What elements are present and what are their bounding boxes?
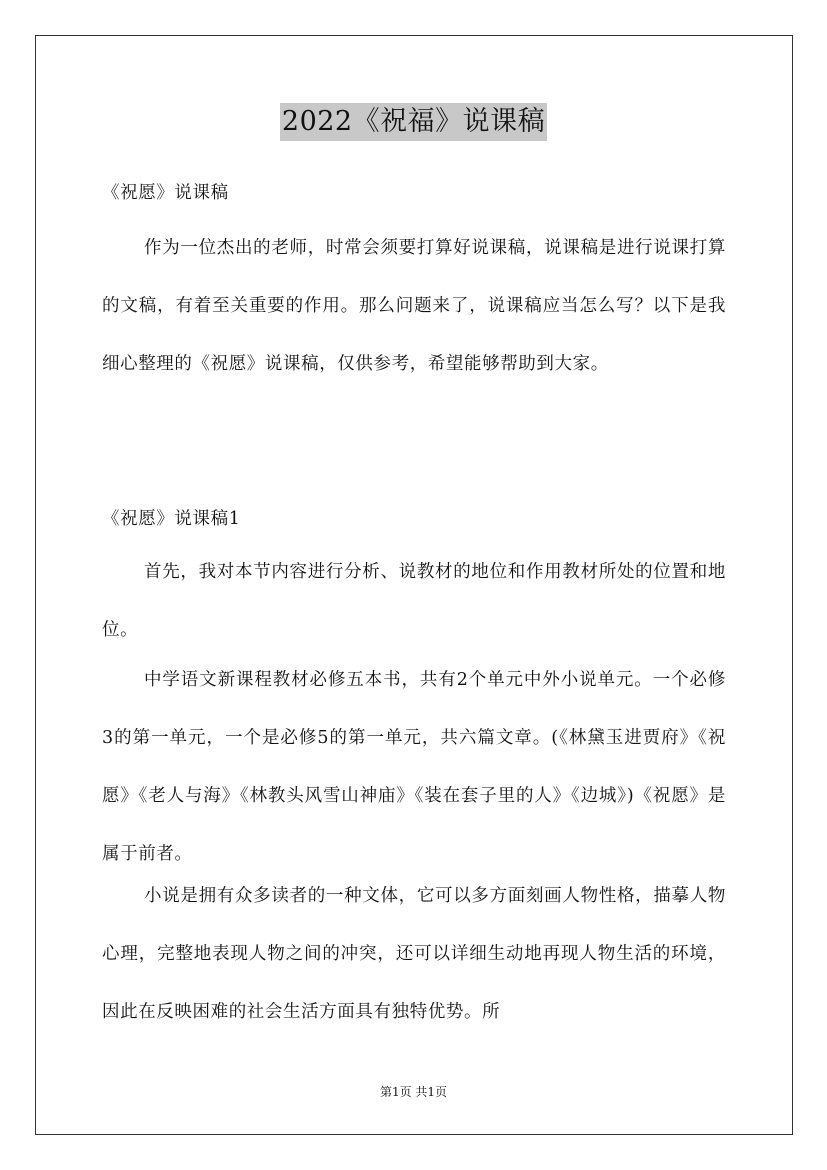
intro-heading: 《祝愿》说课稿 [102, 183, 229, 203]
section1-heading: 《祝愿》说课稿1 [102, 509, 241, 529]
section1-paragraph-2: 中学语文新课程教材必修五本书，共有2个单元中外小说单元。一个必修3的第一单元，一个是必修5的第一单元，共六篇文章。(《林黛玉进贾府》《祝愿》《老人与海》《林教头风雪山神庙》《装在套子里的人》《边城》)《祝愿》是属于前者。 [102, 670, 726, 864]
document-title: 2022《祝福》说课稿 [280, 103, 547, 141]
section1-paragraph-1: 首先，我对本节内容进行分析、说教材的地位和作用教材所处的位置和地位。 [102, 562, 726, 640]
page-footer: 第1页 共1页 [379, 1085, 448, 1099]
intro-paragraph: 作为一位杰出的老师，时常会须要打算好说课稿，说课稿是进行说课打算的文稿，有着至关重要的作用。那么问题来了，说课稿应当怎么写？以下是我细心整理的《祝愿》说课稿，仅供参考，希望能够帮助到大家。 [102, 238, 726, 374]
section1-paragraph-3: 小说是拥有众多读者的一种文体，它可以多方面刻画人物性格，描摹人物心理，完整地表现人物之间的冲突，还可以详细生动地再现人物生活的环境，因此在反映困难的社会生活方面具有独特优势。所 [102, 886, 726, 1022]
title-container [0, 103, 827, 141]
